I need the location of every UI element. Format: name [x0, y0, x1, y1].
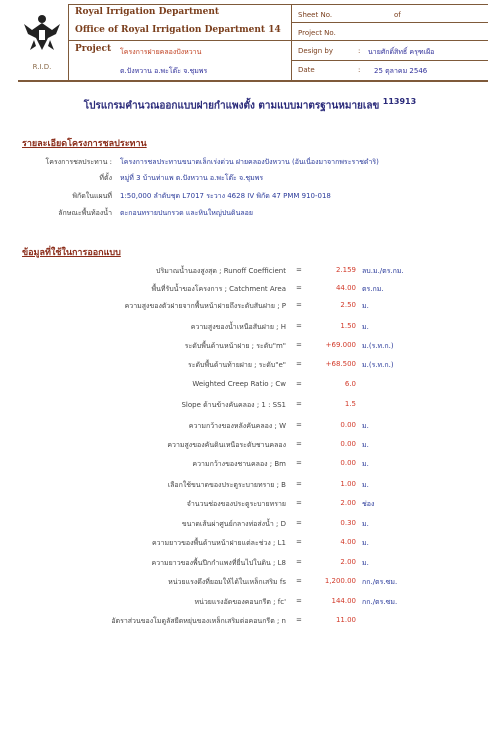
header-bottom-rule — [18, 80, 488, 82]
project-detail-value: ตะกอนทรายปนกรวด และหินใหญ่ปนดินลอย — [120, 209, 253, 217]
standard-number: 113913 — [382, 97, 417, 106]
date-value: 25 ตุลาคม 2546 — [374, 67, 428, 75]
design-param-unit: ม. — [362, 539, 369, 547]
design-param-label: ขนาดเส้นผ่าศูนย์กลางท่อส่งน้ำ ; D — [181, 520, 286, 528]
project-detail-value: โครงการชลประทานขนาดเล็กเร่งด่วน ฝายคลองปังหวาน (อันเนื่องมาจากพระราชดำริ) — [120, 158, 379, 166]
design-param-unit: ม. — [362, 323, 369, 331]
design-param-value: 2.50 — [340, 301, 356, 309]
design-param-label: ความยาวของพื้นปีกกำแพงที่ยื่นไปในดิน ; L8 — [151, 559, 286, 567]
design-param-value: 4.00 — [340, 538, 356, 546]
design-param-value: 1.00 — [340, 480, 356, 488]
page-title-text: โปรแกรมคำนวณออกแบบฝายกำแพงตั้ง ตามแบบมาตรฐานหมายเลข — [83, 100, 380, 112]
design-param-equals: = — [296, 380, 302, 388]
design-param-equals: = — [296, 577, 302, 585]
design-param-value: 44.00 — [335, 284, 356, 292]
design-param-label: Slope ด้านข้างคันคลอง ; 1 : SS1 — [181, 401, 286, 409]
design-param-equals: = — [296, 616, 302, 624]
design-param-unit: ม. — [362, 559, 369, 567]
design-param-label: หน่วยแรงอัดของคอนกรีต ; fc' — [194, 598, 286, 606]
design-param-equals: = — [296, 322, 302, 330]
design-param-value: 11.00 — [335, 616, 356, 624]
design-param-unit: ตร.กม. — [362, 285, 384, 293]
department-name: Royal Irrigation Department — [75, 7, 220, 17]
design-param-equals: = — [296, 519, 302, 527]
design-param-unit: ลบ.ม./ตร.กม. — [362, 267, 404, 275]
header-row-rule-2 — [291, 22, 488, 23]
garuda-emblem-icon — [22, 10, 62, 55]
design-param-label: ความสูงของตัวฝายจากพื้นหน้าฝายถึงระดับสันฝาย ; P — [124, 302, 286, 310]
header-top-rule — [68, 4, 488, 5]
design-param-value: 6.0 — [344, 380, 356, 388]
design-param-equals: = — [296, 266, 302, 274]
header-row-rule-3 — [291, 60, 488, 61]
sheet-label: Sheet No. — [298, 11, 333, 19]
rid-label: R.I.D. — [32, 63, 52, 71]
page-title — [0, 97, 500, 113]
design-param-equals: = — [296, 421, 302, 429]
design-param-unit: ม. — [362, 481, 369, 489]
design-param-equals: = — [296, 558, 302, 566]
design-param-unit: ช่อง — [362, 500, 375, 508]
design-param-equals: = — [296, 459, 302, 467]
design-param-value: 1,200.00 — [324, 577, 356, 585]
design-param-label: ความสูงของคันดินเหนือระดับชานคลอง — [167, 441, 286, 449]
header-row-rule-1 — [68, 40, 488, 41]
design-param-label: ปริมาณน้ำนองสูงสุด ; Runoff Coefficient — [156, 267, 286, 275]
design-param-label: หน่วยแรงดึงที่ยอมให้ได้ในเหล็กเสริม fs — [168, 578, 286, 586]
project-detail-label: โครงการชลประทาน : — [45, 158, 112, 166]
design-param-value: +68.500 — [325, 360, 356, 368]
project-detail-label: พิกัดในแผนที่ — [72, 192, 112, 200]
design-param-label: เลือกใช้ขนาดของประตูระบายทราย ; B — [167, 481, 286, 489]
design-param-equals: = — [296, 538, 302, 546]
project-label: Project — [75, 44, 112, 54]
design-param-equals: = — [296, 301, 302, 309]
design-param-label: ความกว้างของหลังคันคลอง ; W — [188, 422, 286, 430]
design-param-label: จำนวนช่องของประตูระบายทราย — [186, 500, 286, 508]
design-param-unit: ม.(ร.ท.ก.) — [362, 361, 394, 369]
design-param-value: 1.5 — [344, 400, 356, 408]
design-param-equals: = — [296, 360, 302, 368]
design-param-label: ความกว้างของชานคลอง ; Bm — [192, 460, 286, 468]
design-param-equals: = — [296, 284, 302, 292]
project-detail-label: ที่ตั้ง — [99, 174, 112, 182]
header-divider-right — [291, 4, 292, 82]
design-param-unit: ม. — [362, 302, 369, 310]
design-param-unit: ม. — [362, 520, 369, 528]
design-label: Design by — [298, 47, 333, 55]
design-param-unit: กก./ตร.ซม. — [362, 578, 398, 586]
design-param-equals: = — [296, 440, 302, 448]
design-param-unit: ม.(ร.ท.ก.) — [362, 342, 394, 350]
design-param-value: 1.50 — [340, 322, 356, 330]
design-param-equals: = — [296, 480, 302, 488]
design-param-unit: กก./ตร.ซม. — [362, 598, 398, 606]
project-name: โครงการฝายคลองปังหวาน — [120, 48, 202, 56]
design-param-value: 0.30 — [340, 519, 356, 527]
design-param-unit: ม. — [362, 460, 369, 468]
design-param-label: อัตราส่วนของโมดูลัสยืดหยุ่นของเหล็กเสริมต่อคอนกรีต ; n — [111, 617, 286, 625]
design-data-heading: ข้อมูลที่ใช้ในการออกแบบ — [22, 248, 121, 258]
design-param-value: 2.159 — [335, 266, 356, 274]
design-param-value: 0.00 — [340, 459, 356, 467]
project-detail-value: 1:50,000 ลำดับชุด L7017 ระวาง 4628 IV พิกัด 47 PMM 910-018 — [120, 192, 331, 200]
project-location: ต.ปังหวาน อ.พะโต๊ะ จ.ชุมพร — [120, 67, 208, 75]
design-param-label: ระดับพื้นด้านท้ายฝาย ; ระดับ"e" — [187, 361, 286, 369]
design-param-value: 2.00 — [340, 499, 356, 507]
design-param-label: Weighted Creep Ratio ; Cw — [192, 380, 286, 388]
design-param-value: 0.00 — [340, 440, 356, 448]
sheet-of: of — [394, 11, 401, 19]
design-colon: : — [358, 47, 361, 55]
office-name: Office of Royal Irrigation Department 14 — [75, 25, 281, 35]
design-param-equals: = — [296, 400, 302, 408]
design-param-label: ความยาวของพื้นด้านหน้าฝายแต่ละช่วง ; L1 — [151, 539, 286, 547]
date-colon: : — [358, 66, 361, 74]
design-param-unit: ม. — [362, 441, 369, 449]
designer-name: นายศักดิ์สิทธิ์ ครุฑเผือ — [368, 48, 435, 56]
date-label: Date — [298, 66, 315, 74]
design-param-value: 144.00 — [331, 597, 356, 605]
project-details-heading: รายละเอียดโครงการชลประทาน — [22, 139, 147, 149]
design-param-value: 2.00 — [340, 558, 356, 566]
design-param-label: พื้นที่รับน้ำของโครงการ ; Catchment Area — [151, 285, 286, 293]
design-param-label: ความสูงของน้ำเหนือสันฝาย ; H — [190, 323, 286, 331]
design-param-equals: = — [296, 341, 302, 349]
design-param-unit: ม. — [362, 422, 369, 430]
design-param-label: ระดับพื้นด้านหน้าฝาย ; ระดับ"m" — [184, 342, 286, 350]
design-param-equals: = — [296, 597, 302, 605]
design-param-value: 0.00 — [340, 421, 356, 429]
project-no-label: Project No. — [298, 29, 336, 37]
header-divider-left — [68, 4, 69, 82]
design-param-equals: = — [296, 499, 302, 507]
design-param-value: +69.000 — [325, 341, 356, 349]
project-detail-value: หมู่ที่ 3 บ้านท่าแพ ต.ปังหวาน อ.พะโต๊ะ จ.ชุมพร — [120, 174, 264, 182]
project-detail-label: ลักษณะพื้นท้องน้ำ — [58, 209, 112, 217]
